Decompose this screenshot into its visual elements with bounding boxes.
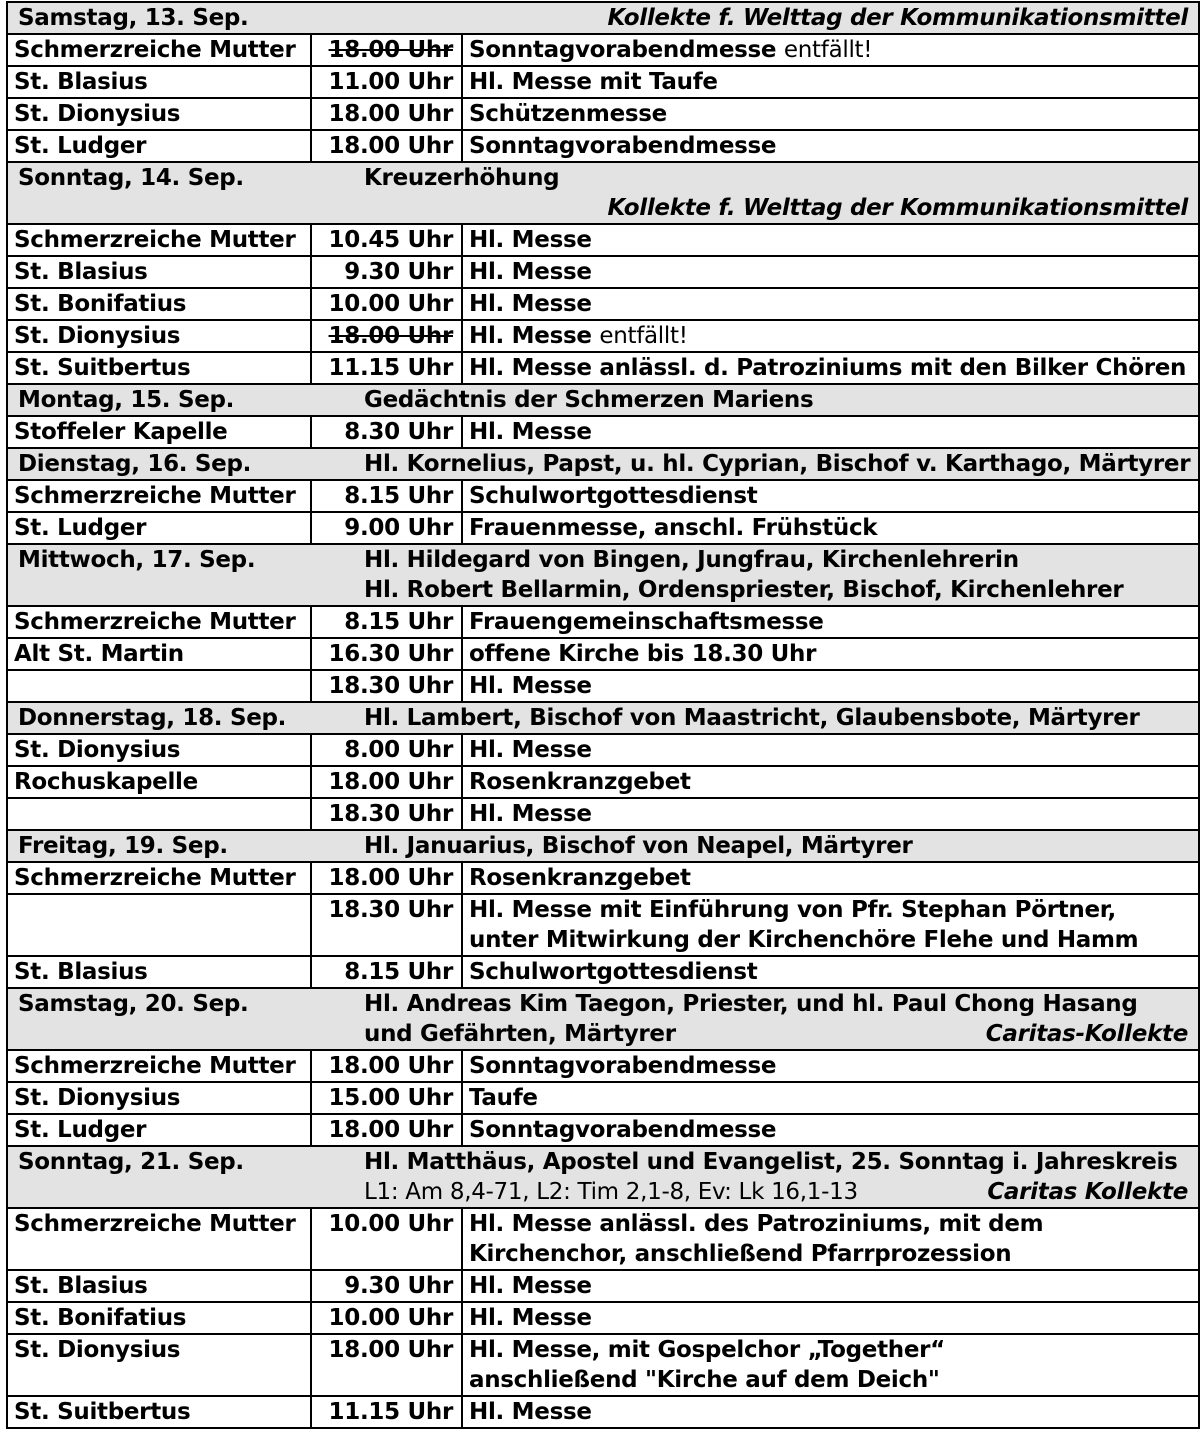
day-header-line: [18, 1177, 1188, 1207]
place-cell: St. Dionysius: [7, 1334, 311, 1396]
feast-name: Hl. Januarius, Bischof von Neapel, Märtyrer: [364, 833, 913, 859]
day-header-cell: [7, 988, 1199, 1050]
place-cell: St. Suitbertus: [7, 1396, 311, 1428]
day-header-row: [7, 544, 1199, 606]
time-cell: [311, 670, 462, 702]
place-cell: Schmerzreiche Mutter: [7, 606, 311, 638]
table-row: [7, 606, 1199, 638]
description-cell: [462, 66, 1199, 98]
time-value: 8.30 Uhr: [344, 419, 453, 445]
description-cell: [462, 734, 1199, 766]
table-row: [7, 130, 1199, 162]
description-line: Hl. Messe: [469, 323, 592, 349]
time-cell: [311, 1396, 462, 1428]
table-row: [7, 670, 1199, 702]
day-name: [18, 1177, 364, 1207]
day-header-cell: [7, 384, 1199, 416]
time-cell: [311, 1334, 462, 1396]
description-cell: [462, 638, 1199, 670]
feast-name: Hl. Hildegard von Bingen, Jungfrau, Kirchenlehrerin: [364, 547, 1019, 573]
description-cell: [462, 1396, 1199, 1428]
place-cell: St. Ludger: [7, 1114, 311, 1146]
time-value: 8.00 Uhr: [344, 737, 453, 763]
day-header-line: [18, 703, 1188, 733]
day-header-line: [18, 545, 1188, 575]
place-cell: St. Ludger: [7, 512, 311, 544]
feast-name: [364, 193, 607, 223]
description-line: Hl. Messe: [469, 737, 592, 763]
time-value: 11.15 Uhr: [328, 355, 453, 381]
table-row: [7, 1050, 1199, 1082]
feast-name: [364, 3, 607, 33]
place-cell: Schmerzreiche Mutter: [7, 1050, 311, 1082]
description-cell: [462, 480, 1199, 512]
time-cell: [311, 66, 462, 98]
time-value: 10.00 Uhr: [328, 291, 453, 317]
time-cell: [311, 1302, 462, 1334]
description-line: Sonntagvorabendmesse: [469, 1053, 777, 1079]
description-line: Sonntagvorabendmesse: [469, 1117, 777, 1143]
description-line: Hl. Messe: [469, 227, 592, 253]
time-cell: [311, 34, 462, 66]
day-header-cell: [7, 830, 1199, 862]
feast-name: Hl. Robert Bellarmin, Ordenspriester, Bischof, Kirchenlehrer: [364, 577, 1124, 603]
time-cell: [311, 320, 462, 352]
description-cell: [462, 1050, 1199, 1082]
table-row: [7, 1208, 1199, 1270]
day-header-cell: [7, 702, 1199, 734]
time-cell: [311, 862, 462, 894]
day-header-line: [18, 989, 1188, 1019]
day-header-cell: [7, 448, 1199, 480]
description-cell: [462, 1302, 1199, 1334]
description-cell: [462, 34, 1199, 66]
time-cell: [311, 798, 462, 830]
place-cell: Schmerzreiche Mutter: [7, 34, 311, 66]
description-line: Hl. Messe anlässl. d. Patroziniums mit den Bilker Chören: [469, 355, 1187, 381]
feast-name: Kreuzerhöhung: [364, 165, 560, 191]
time-value: 8.15 Uhr: [344, 959, 453, 985]
time-value: 9.30 Uhr: [344, 259, 453, 285]
description-cell: [462, 1114, 1199, 1146]
day-name: [18, 575, 364, 605]
description-cell: [462, 670, 1199, 702]
time-cell: [311, 1208, 462, 1270]
day-header-row: [7, 2, 1199, 34]
description-cell: [462, 1270, 1199, 1302]
day-name: [18, 193, 364, 223]
description-cell: [462, 130, 1199, 162]
place-cell: St. Dionysius: [7, 320, 311, 352]
day-name: Montag, 15. Sep.: [18, 387, 235, 413]
table-row: [7, 256, 1199, 288]
table-row: [7, 288, 1199, 320]
description-cell: [462, 862, 1199, 894]
day-header-line: [18, 163, 1188, 193]
time-cell: [311, 352, 462, 384]
description-line: Rosenkranzgebet: [469, 769, 691, 795]
table-row: [7, 1396, 1199, 1428]
description-line: Hl. Messe: [469, 1273, 592, 1299]
description-cell: [462, 1334, 1199, 1396]
place-cell: St. Blasius: [7, 1270, 311, 1302]
table-row: [7, 798, 1199, 830]
place-cell: Schmerzreiche Mutter: [7, 1208, 311, 1270]
time-cell: [311, 894, 462, 956]
time-cell: [311, 416, 462, 448]
place-cell: Stoffeler Kapelle: [7, 416, 311, 448]
time-value: 11.15 Uhr: [328, 1399, 453, 1425]
time-cell: [311, 1082, 462, 1114]
cancellation-note: entfällt!: [599, 323, 688, 349]
feast-name: L1: Am 8,4-71, L2: Tim 2,1-8, Ev: Lk 16,1-13: [364, 1179, 858, 1205]
time-value: 18.00 Uhr: [328, 323, 453, 349]
day-name: Donnerstag, 18. Sep.: [18, 705, 287, 731]
time-value: 16.30 Uhr: [328, 641, 453, 667]
description-line: Sonntagvorabendmesse: [469, 133, 777, 159]
table-row: [7, 320, 1199, 352]
description-cell: [462, 98, 1199, 130]
table-row: [7, 862, 1199, 894]
time-cell: [311, 734, 462, 766]
description-cell: [462, 224, 1199, 256]
time-cell: [311, 98, 462, 130]
time-cell: [311, 512, 462, 544]
table-row: [7, 512, 1199, 544]
table-row: [7, 1302, 1199, 1334]
day-header-line: [18, 193, 1188, 223]
day-name: Mittwoch, 17. Sep.: [18, 547, 256, 573]
feast-name: Gedächtnis der Schmerzen Mariens: [364, 387, 814, 413]
place-cell: [7, 894, 311, 956]
time-value: 18.00 Uhr: [328, 1053, 453, 1079]
place-cell: St. Blasius: [7, 956, 311, 988]
day-header-line: [18, 3, 1188, 33]
time-value: 9.30 Uhr: [344, 1273, 453, 1299]
place-cell: St. Dionysius: [7, 98, 311, 130]
time-cell: [311, 1270, 462, 1302]
day-header-row: [7, 162, 1199, 224]
day-header-cell: [7, 2, 1199, 34]
description-line: Hl. Messe: [469, 1399, 592, 1425]
day-name: Dienstag, 16. Sep.: [18, 451, 252, 477]
place-cell: [7, 670, 311, 702]
cancellation-note: entfällt!: [783, 37, 873, 63]
collection-note: Kollekte f. Welttag der Kommunikationsmittel: [607, 5, 1188, 31]
table-row: [7, 1082, 1199, 1114]
day-name: Freitag, 19. Sep.: [18, 833, 228, 859]
day-name: Samstag, 20. Sep.: [18, 991, 249, 1017]
place-cell: Alt St. Martin: [7, 638, 311, 670]
day-header-line: [18, 575, 1188, 605]
description-cell: [462, 798, 1199, 830]
table-row: [7, 1334, 1199, 1396]
description-line: Frauengemeinschaftsmesse: [469, 609, 824, 635]
place-cell: Rochuskapelle: [7, 766, 311, 798]
description-cell: [462, 320, 1199, 352]
time-value: 8.15 Uhr: [344, 609, 453, 635]
place-cell: St. Blasius: [7, 66, 311, 98]
place-cell: St. Bonifatius: [7, 288, 311, 320]
description-cell: [462, 606, 1199, 638]
time-value: 18.30 Uhr: [328, 897, 453, 923]
description-cell: [462, 512, 1199, 544]
time-value: 10.00 Uhr: [328, 1211, 453, 1237]
time-value: 18.00 Uhr: [328, 1337, 453, 1363]
time-value: 18.00 Uhr: [328, 1117, 453, 1143]
feast-name: und Gefährten, Märtyrer: [364, 1021, 676, 1047]
day-name: Samstag, 13. Sep.: [18, 5, 249, 31]
schedule-table: [6, 1, 1200, 1429]
collection-note: Kollekte f. Welttag der Kommunikationsmittel: [607, 195, 1188, 221]
description-cell: [462, 956, 1199, 988]
place-cell: Schmerzreiche Mutter: [7, 480, 311, 512]
collection-note: Caritas-Kollekte: [985, 1021, 1188, 1047]
time-cell: [311, 480, 462, 512]
time-cell: [311, 766, 462, 798]
table-row: [7, 956, 1199, 988]
description-line: Schützenmesse: [469, 101, 667, 127]
time-cell: [311, 288, 462, 320]
time-value: 18.00 Uhr: [328, 37, 453, 63]
description-line: unter Mitwirkung der Kirchenchöre Flehe und Hamm: [469, 927, 1139, 953]
table-row: [7, 66, 1199, 98]
day-header-row: [7, 830, 1199, 862]
description-cell: [462, 352, 1199, 384]
day-header-row: [7, 702, 1199, 734]
description-line: Schulwortgottesdienst: [469, 483, 758, 509]
description-line: Hl. Messe, mit Gospelchor „Together“: [469, 1337, 945, 1363]
day-header-row: [7, 988, 1199, 1050]
time-value: 8.15 Uhr: [344, 483, 453, 509]
place-cell: St. Ludger: [7, 130, 311, 162]
description-line: offene Kirche bis 18.30 Uhr: [469, 641, 817, 667]
day-header-line: [18, 449, 1191, 479]
description-cell: [462, 1082, 1199, 1114]
time-value: 18.00 Uhr: [328, 769, 453, 795]
table-row: [7, 894, 1199, 956]
description-line: Hl. Messe mit Einführung von Pfr. Stephan Pörtner,: [469, 897, 1116, 923]
description-line: Hl. Messe: [469, 801, 592, 827]
description-line: Kirchenchor, anschließend Pfarrprozession: [469, 1241, 1012, 1267]
time-cell: [311, 130, 462, 162]
day-header-cell: [7, 544, 1199, 606]
description-line: anschließend "Kirche auf dem Deich": [469, 1367, 940, 1393]
feast-name: Hl. Kornelius, Papst, u. hl. Cyprian, Bischof v. Karthago, Märtyrer: [364, 451, 1191, 477]
day-header-cell: [7, 1146, 1199, 1208]
day-header-line: [18, 1147, 1188, 1177]
table-row: [7, 98, 1199, 130]
time-value: 18.00 Uhr: [328, 865, 453, 891]
time-value: 10.00 Uhr: [328, 1305, 453, 1331]
day-header-row: [7, 1146, 1199, 1208]
time-value: 18.00 Uhr: [328, 101, 453, 127]
time-cell: [311, 1114, 462, 1146]
place-cell: St. Dionysius: [7, 1082, 311, 1114]
description-cell: [462, 766, 1199, 798]
description-line: Hl. Messe: [469, 291, 592, 317]
day-name: Sonntag, 21. Sep.: [18, 1149, 244, 1175]
time-value: 11.00 Uhr: [328, 69, 453, 95]
time-cell: [311, 1050, 462, 1082]
table-row: [7, 734, 1199, 766]
place-cell: St. Suitbertus: [7, 352, 311, 384]
description-line: Hl. Messe: [469, 419, 592, 445]
description-cell: [462, 288, 1199, 320]
table-row: [7, 224, 1199, 256]
time-cell: [311, 224, 462, 256]
description-line: Taufe: [469, 1085, 538, 1111]
place-cell: St. Bonifatius: [7, 1302, 311, 1334]
place-cell: St. Blasius: [7, 256, 311, 288]
day-header-line: [18, 831, 1188, 861]
table-row: [7, 1270, 1199, 1302]
table-row: [7, 1114, 1199, 1146]
place-cell: Schmerzreiche Mutter: [7, 224, 311, 256]
time-cell: [311, 638, 462, 670]
place-cell: [7, 798, 311, 830]
description-cell: [462, 256, 1199, 288]
table-row: [7, 352, 1199, 384]
description-cell: [462, 894, 1199, 956]
description-line: Hl. Messe: [469, 1305, 592, 1331]
place-cell: St. Dionysius: [7, 734, 311, 766]
day-name: [18, 1019, 364, 1049]
table-row: [7, 480, 1199, 512]
table-row: [7, 34, 1199, 66]
description-cell: [462, 1208, 1199, 1270]
time-value: 18.00 Uhr: [328, 133, 453, 159]
description-line: Hl. Messe: [469, 259, 592, 285]
day-header-line: [18, 1019, 1188, 1049]
place-cell: Schmerzreiche Mutter: [7, 862, 311, 894]
table-row: [7, 416, 1199, 448]
feast-name: Hl. Matthäus, Apostel und Evangelist, 25. Sonntag i. Jahreskreis: [364, 1149, 1178, 1175]
day-header-row: [7, 448, 1199, 480]
time-value: 9.00 Uhr: [344, 515, 453, 541]
time-value: 10.45 Uhr: [328, 227, 453, 253]
time-value: 15.00 Uhr: [328, 1085, 453, 1111]
time-value: 18.30 Uhr: [328, 673, 453, 699]
description-cell: [462, 416, 1199, 448]
description-line: Hl. Messe anlässl. des Patroziniums, mit dem: [469, 1211, 1044, 1237]
day-header-cell: [7, 162, 1199, 224]
feast-name: Hl. Lambert, Bischof von Maastricht, Glaubensbote, Märtyrer: [364, 705, 1140, 731]
time-cell: [311, 256, 462, 288]
description-line: Hl. Messe: [469, 673, 592, 699]
table-row: [7, 766, 1199, 798]
description-line: Schulwortgottesdienst: [469, 959, 758, 985]
day-name: Sonntag, 14. Sep.: [18, 165, 244, 191]
time-value: 18.30 Uhr: [328, 801, 453, 827]
day-header-line: [18, 385, 1188, 415]
description-line: Sonntagvorabendmesse: [469, 37, 777, 63]
table-row: [7, 638, 1199, 670]
feast-name: Hl. Andreas Kim Taegon, Priester, und hl. Paul Chong Hasang: [364, 991, 1138, 1017]
time-cell: [311, 956, 462, 988]
day-header-row: [7, 384, 1199, 416]
description-line: Frauenmesse, anschl. Frühstück: [469, 515, 878, 541]
description-line: Hl. Messe mit Taufe: [469, 69, 718, 95]
time-cell: [311, 606, 462, 638]
collection-note: Caritas Kollekte: [987, 1179, 1188, 1205]
description-line: Rosenkranzgebet: [469, 865, 691, 891]
